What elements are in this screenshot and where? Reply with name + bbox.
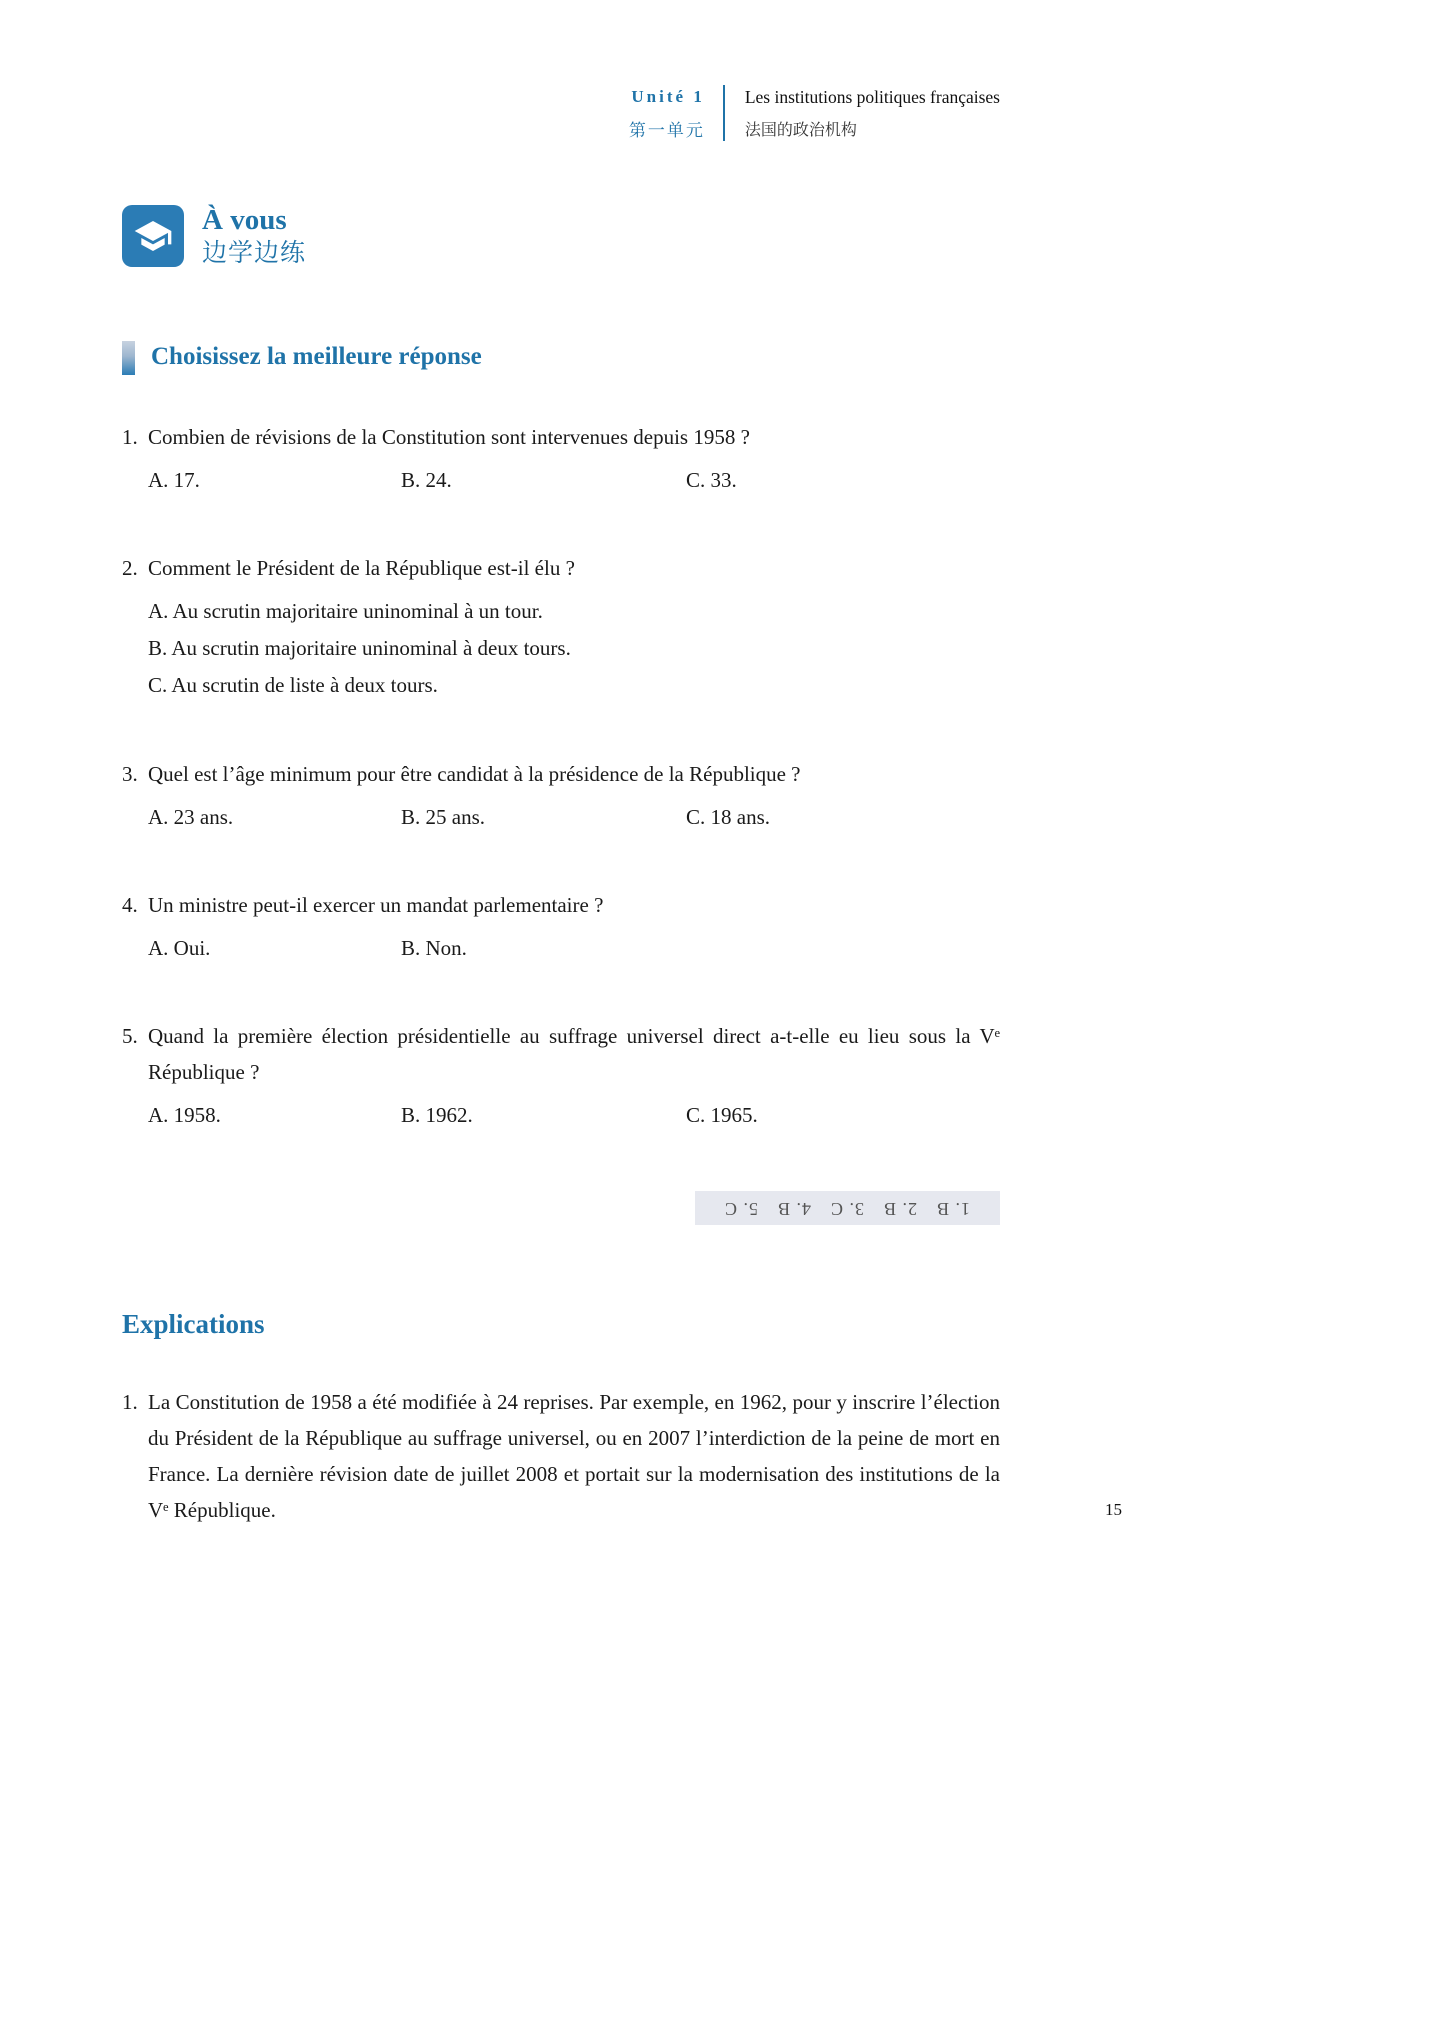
option-c: C. Au scrutin de liste à deux tours. (148, 673, 438, 697)
options-list (148, 593, 1000, 704)
chapter-title-zh: 法国的政治机构 (744, 122, 857, 139)
question-number: 2. (122, 556, 138, 580)
avous-title-block (202, 205, 306, 269)
chapter-title-fr: Les institutions politiques françaises (744, 87, 1000, 107)
section-bullet-icon (122, 341, 135, 375)
question-1 (122, 419, 1000, 498)
question-number: 4. (122, 893, 138, 917)
option-a: A. Au scrutin majoritaire uninominal à un tour. (148, 599, 543, 623)
unit-label-zh: 第一单元 (628, 121, 705, 140)
avous-section-header (122, 205, 1000, 269)
header-title-block (725, 85, 1000, 141)
answer-key-text: 1. B 2. B 3. C 4. B 5. C (724, 1198, 971, 1219)
question-4 (122, 887, 1000, 966)
options-row (148, 930, 1000, 966)
page-header (122, 85, 1000, 141)
option-c: C. 18 ans. (686, 805, 770, 829)
answer-key-box (695, 1191, 1000, 1225)
graduation-cap-icon (122, 205, 184, 267)
question-number: 1. (122, 425, 138, 449)
option-a: A. 23 ans. (148, 805, 234, 829)
explications-heading: Explications (122, 1309, 265, 1339)
question-number: 5. (122, 1024, 138, 1048)
option-b: B. Au scrutin majoritaire uninominal à deux tours. (148, 636, 571, 660)
question-text: Quel est l’âge minimum pour être candidat à la présidence de la République ? (148, 762, 801, 786)
options-row (148, 462, 1000, 498)
quiz-section-heading (122, 341, 1000, 375)
question-text: Comment le Président de la République est-il élu ? (148, 556, 575, 580)
question-text: Quand la première élection présidentielle au suffrage universel direct a-t-elle eu lieu sous la Vᵉ République ? (148, 1024, 1000, 1084)
question-3 (122, 756, 1000, 835)
question-number: 3. (122, 762, 138, 786)
question-text: Combien de révisions de la Constitution sont intervenues depuis 1958 ? (148, 425, 750, 449)
option-b: B. 24. (401, 468, 452, 492)
option-b: B. 25 ans. (401, 805, 485, 829)
option-a: A. Oui. (148, 936, 211, 960)
option-b: B. Non. (401, 936, 467, 960)
explication-text: La Constitution de 1958 a été modifiée à 24 reprises. Par exemple, en 1962, pour y inscrire l’élection du Président de la République au suffrage universel, ou en 2007 l’interdiction de la peine de mort en France. La dernière révision date de juillet 2008 et portait sur la modernisation des institutions de la Vᵉ République. (148, 1390, 1000, 1522)
option-c: C. 33. (686, 468, 737, 492)
page-content (122, 0, 1122, 1528)
option-a: A. 1958. (148, 1103, 221, 1127)
avous-title-zh: 边学边练 (202, 240, 307, 267)
quiz-heading: Choisissez la meilleure réponse (151, 343, 482, 370)
options-row (148, 799, 1000, 835)
header-unit-block (629, 85, 723, 141)
question-5 (122, 1018, 1000, 1133)
option-a: A. 17. (148, 468, 200, 492)
option-c: C. 1965. (686, 1103, 758, 1127)
option-b: B. 1962. (401, 1103, 473, 1127)
options-row (148, 1097, 1000, 1133)
unit-label-fr: Unité 1 (631, 87, 705, 106)
question-text: Un ministre peut-il exercer un mandat parlementaire ? (148, 893, 604, 917)
avous-title-fr: À vous (202, 204, 287, 236)
quiz (122, 419, 1000, 1225)
explication-number: 1. (122, 1390, 138, 1414)
page-number: 15 (1105, 1500, 1122, 1519)
question-2 (122, 550, 1000, 704)
